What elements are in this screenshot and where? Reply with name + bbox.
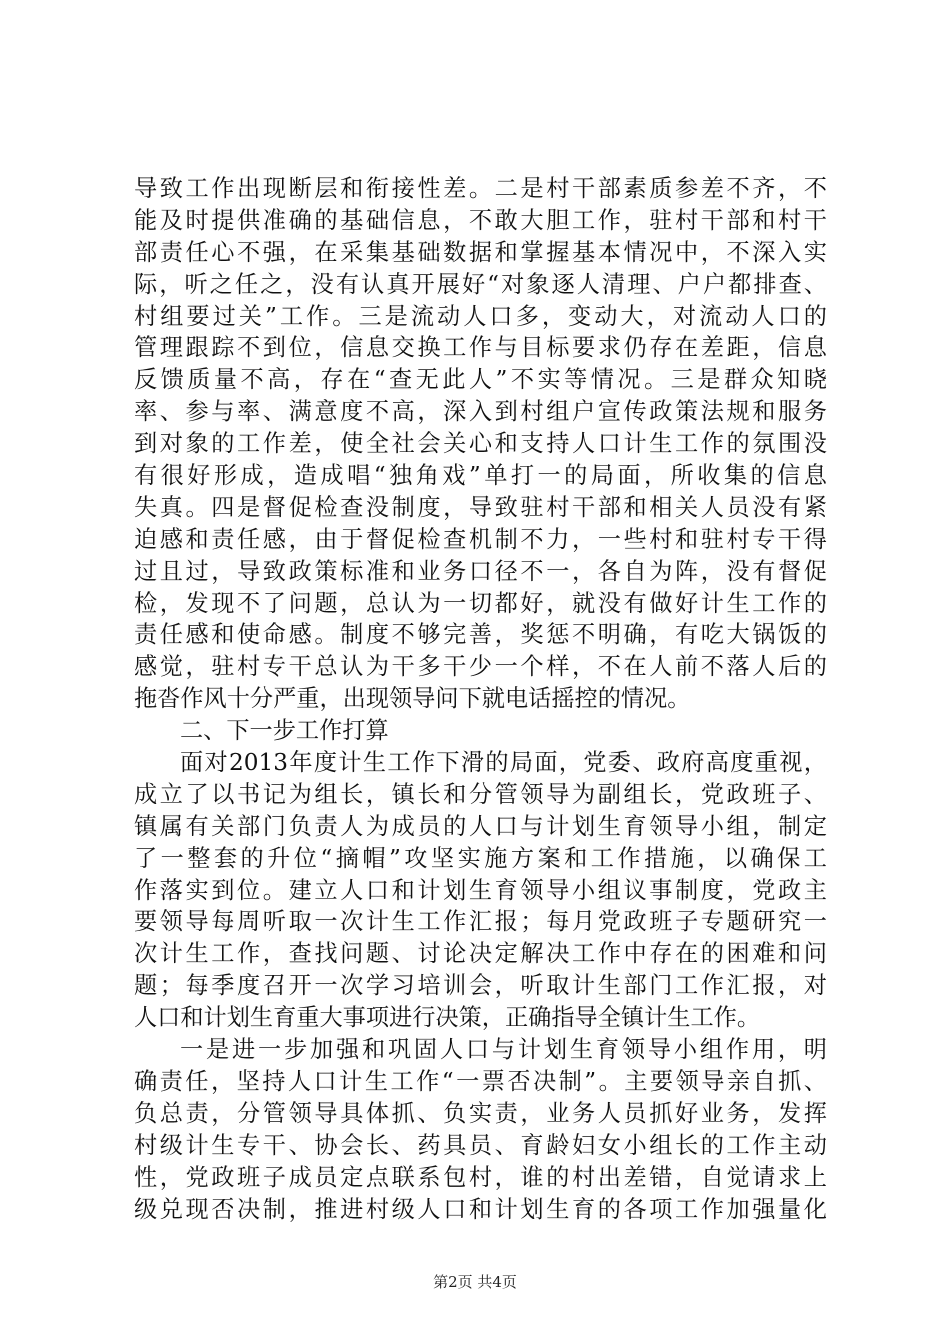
text-line: 能及时提供准确的基础信息，不敢大胆工作，驻村干部和村干: [134, 206, 827, 234]
page-number-label: 第2页 共4页: [433, 1273, 517, 1291]
body-text: [134, 173, 827, 1225]
text-line: 性，党政班子成员定点联系包村，谁的村出差错，自觉请求上: [134, 1163, 827, 1191]
text-line: 要领导每周听取一次计生工作汇报；每月党政班子专题研究一: [134, 908, 827, 936]
paragraph-first-line: 一是进一步加强和巩固人口与计划生育领导小组作用，明: [180, 1036, 827, 1064]
text-line: 次计生工作，查找问题、讨论决定解决工作中存在的困难和问: [134, 940, 827, 968]
text-line: 导致工作出现断层和衔接性差。二是村干部素质参差不齐，不: [134, 175, 827, 202]
text-line: 部责任心不强，在采集基础数据和掌握基本情况中，不深入实: [134, 238, 827, 266]
text-line: 了一整套的升位“摘帽”攻坚实施方案和工作措施，以确保工: [134, 844, 827, 872]
text-line: 检，发现不了问题，总认为一切都好，就没有做好计生工作的: [134, 589, 827, 617]
text-line: 感觉，驻村专干总认为干多干少一个样，不在人前不落人后的: [134, 653, 827, 681]
text-line: 人口和计划生育重大事项进行决策，正确指导全镇计生工作。: [134, 1004, 761, 1032]
text-line: 管理跟踪不到位，信息交换工作与目标要求仍存在差距，信息: [134, 334, 827, 362]
text-line: 迫感和责任感，由于督促检查机制不力，一些村和驻村专干得: [134, 525, 827, 553]
text-line: 过且过，导致政策标准和业务口径不一，各自为阵，没有督促: [134, 557, 827, 585]
section-heading: 二、下一步工作打算: [180, 717, 389, 745]
text-line: 确责任，坚持人口计生工作“一票否决制”。主要领导亲自抓、: [134, 1067, 827, 1095]
text-line: 际，听之任之，没有认真开展好“对象逐人清理、户户都排查、: [134, 270, 827, 298]
text-line: 拖沓作风十分严重，出现领导问下就电话摇控的情况。: [134, 685, 691, 713]
text-line: 负总责，分管领导具体抓、负实责，业务人员抓好业务，发挥: [134, 1099, 827, 1127]
text-line: 村级计生专干、协会长、药具员、育龄妇女小组长的工作主动: [134, 1131, 827, 1159]
text-line: 有很好形成，造成唱“独角戏”单打一的局面，所收集的信息: [134, 462, 827, 490]
text-line: 到对象的工作差，使全社会关心和支持人口计生工作的氛围没: [134, 430, 827, 458]
text-line: 率、参与率、满意度不高，深入到村组户宣传政策法规和服务: [134, 398, 827, 426]
text-line: 反馈质量不高，存在“查无此人”不实等情况。三是群众知晓: [134, 366, 827, 394]
text-line: 作落实到位。建立人口和计划生育领导小组议事制度，党政主: [134, 876, 827, 904]
text-line: 责任感和使命感。制度不够完善，奖惩不明确，有吃大锅饭的: [134, 621, 827, 649]
text-line: 题；每季度召开一次学习培训会，听取计生部门工作汇报，对: [134, 972, 827, 1000]
page-footer: [0, 1272, 950, 1292]
text-line: 成立了以书记为组长，镇长和分管领导为副组长，党政班子、: [134, 780, 827, 808]
text-line: 级兑现否决制，推进村级人口和计划生育的各项工作加强量化: [134, 1195, 827, 1223]
text-line: 镇属有关部门负责人为成员的人口与计划生育领导小组，制定: [134, 812, 827, 840]
paragraph-first-line: 面对2013年度计生工作下滑的局面，党委、政府高度重视，: [180, 749, 827, 777]
text-line: 村组要过关”工作。三是流动人口多，变动大，对流动人口的: [134, 302, 827, 330]
text-line: 失真。四是督促检查没制度，导致驻村干部和相关人员没有紧: [134, 493, 827, 521]
